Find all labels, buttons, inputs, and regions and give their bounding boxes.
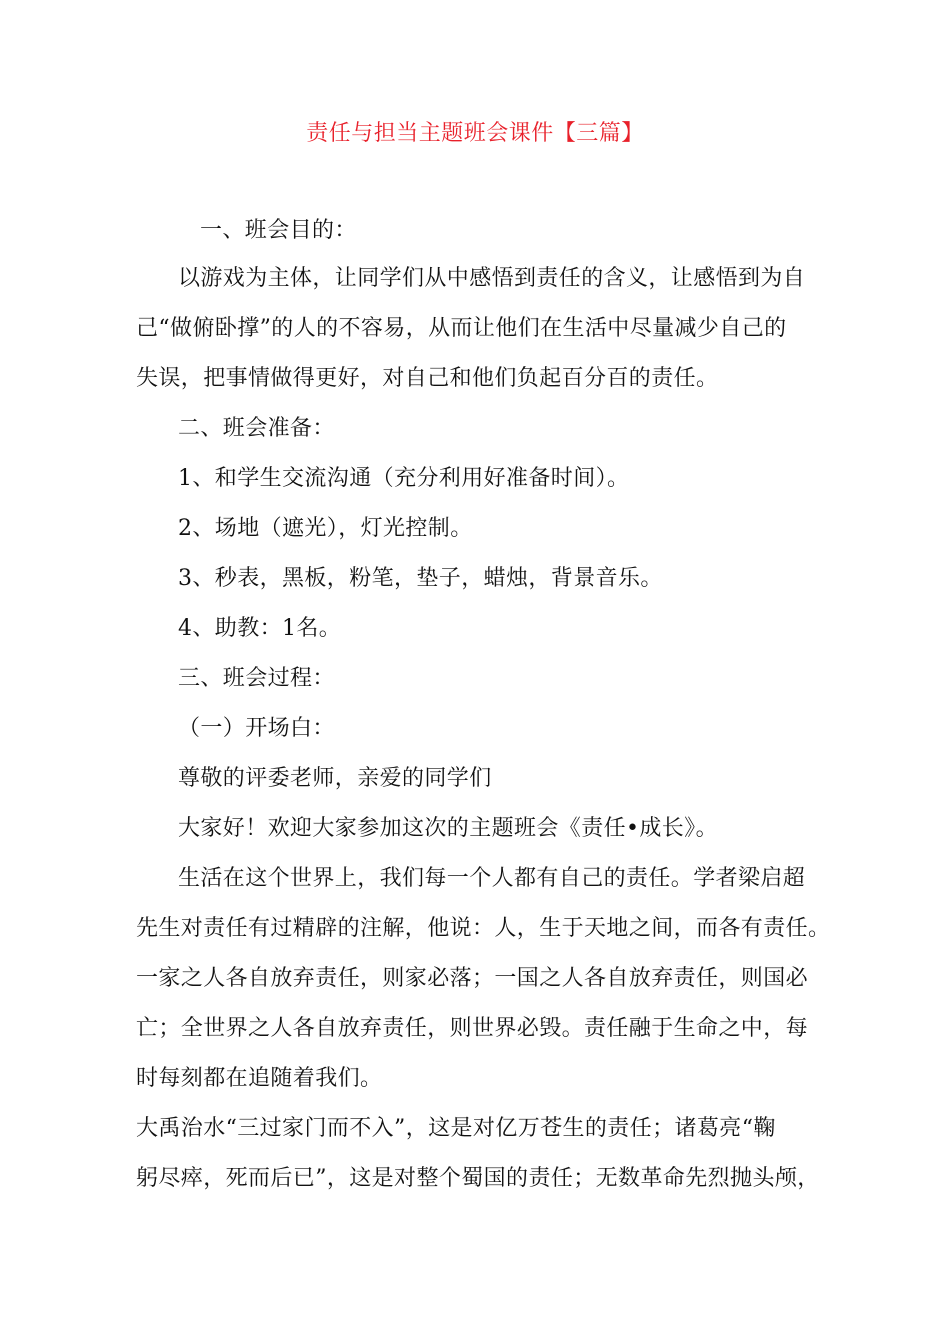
- subheading-opening: （一）开场白：: [178, 716, 335, 741]
- list-item: 1、和学生交流沟通（充分利用好准备时间）。: [178, 466, 630, 491]
- paragraph-line: 一家之人各自放弃责任，则家必落；一国之人各自放弃责任，则国必: [136, 966, 809, 991]
- list-item: 2、场地（遮光），灯光控制。: [178, 516, 473, 541]
- paragraph-line: 时每刻都在追随着我们。: [136, 1066, 383, 1091]
- paragraph-line: 己“做俯卧撑”的人的不容易，从而让他们在生活中尽量减少自己的: [136, 316, 787, 341]
- document-title: 责任与担当主题班会课件【三篇】: [306, 121, 644, 146]
- heading-class-purpose: 一、班会目的：: [200, 218, 357, 243]
- paragraph-line: 先生对责任有过精辟的注解，他说：人，生于天地之间，而各有责任。: [136, 916, 831, 941]
- heading-class-preparation: 二、班会准备：: [178, 416, 335, 441]
- list-item: 3、秒表，黑板，粉笔，垫子，蜡烛，背景音乐。: [178, 566, 663, 591]
- paragraph-line: 尊敬的评委老师，亲爱的同学们: [178, 766, 492, 791]
- paragraph-line: 躬尽瘁，死而后已”，这是对整个蜀国的责任；无数革命先烈抛头颅，: [136, 1166, 820, 1191]
- paragraph-line: 失误，把事情做得更好，对自己和他们负起百分百的责任。: [136, 366, 719, 391]
- paragraph-line: 大禹治水“三过家门而不入”，这是对亿万苍生的责任；诸葛亮“鞠: [136, 1116, 776, 1141]
- heading-class-process: 三、班会过程：: [178, 666, 335, 691]
- paragraph-line: 亡；全世界之人各自放弃责任，则世界必毁。责任融于生命之中，每: [136, 1016, 809, 1041]
- paragraph-line: 以游戏为主体，让同学们从中感悟到责任的含义，让感悟到为自: [178, 266, 806, 291]
- paragraph-line: 生活在这个世界上，我们每一个人都有自己的责任。学者梁启超: [178, 866, 806, 891]
- list-item: 4、助教：1名。: [178, 616, 342, 641]
- paragraph-line: 大家好！欢迎大家参加这次的主题班会《责任•成长》。: [178, 816, 718, 841]
